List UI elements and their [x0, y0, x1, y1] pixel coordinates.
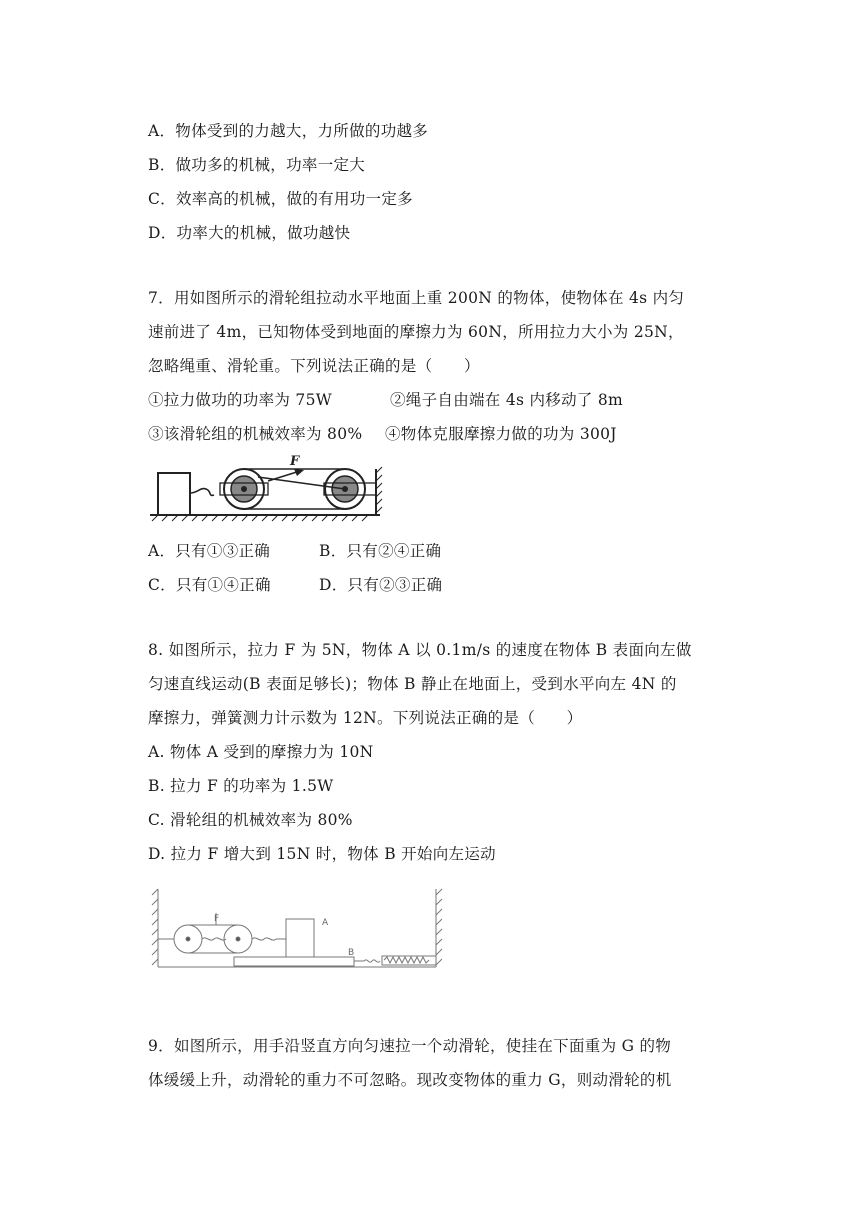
- q7-stem-line-2: 速前进了 4m，已知物体受到地面的摩擦力为 60N，所用拉力大小为 25N，: [148, 323, 684, 341]
- q7-option-a: A．只有①③正确: [148, 542, 271, 560]
- q8-option-d: D. 拉力 F 增大到 15N 时，物体 B 开始向左运动: [148, 845, 496, 863]
- q7-option-d: D．只有②③正确: [319, 576, 443, 594]
- q8-force-label: F: [214, 914, 220, 924]
- q8-option-c: C. 滑轮组的机械效率为 80%: [148, 811, 353, 829]
- q7-pulley-figure: [148, 455, 388, 525]
- q8-block-a-label: A: [322, 918, 329, 928]
- q8-pulley-figure: [150, 885, 450, 975]
- q8-option-b: B. 拉力 F 的功率为 1.5W: [148, 777, 334, 795]
- q6-option-a: A．物体受到的力越大，力所做的功越多: [148, 122, 429, 140]
- q7-stem-line-1: 7．用如图所示的滑轮组拉动水平地面上重 200N 的物体，使物体在 4s 内匀: [148, 289, 685, 307]
- q7-stem-line-3: 忽略绳重、滑轮重。下列说法正确的是（ ）: [148, 357, 480, 375]
- q7-statement-1: ①拉力做功的功率为 75W: [148, 391, 332, 409]
- q8-stem-line-1: 8. 如图所示，拉力 F 为 5N，物体 A 以 0.1m/s 的速度在物体 B 表面向左做: [148, 641, 692, 659]
- q8-block-b-label: B: [348, 948, 355, 958]
- q6-option-b: B．做功多的机械，功率一定大: [148, 156, 366, 174]
- q6-option-c: C．效率高的机械，做的有用功一定多: [148, 190, 413, 208]
- q8-stem-line-2: 匀速直线运动(B 表面足够长)；物体 B 静止在地面上，受到水平向左 4N 的: [148, 675, 677, 693]
- q6-option-d: D．功率大的机械，做功越快: [148, 224, 351, 242]
- q8-option-a: A. 物体 A 受到的摩擦力为 10N: [148, 743, 374, 761]
- q7-statement-2: ②绳子自由端在 4s 内移动了 8m: [390, 391, 624, 409]
- q7-option-b: B．只有②④正确: [319, 542, 442, 560]
- q7-statement-3: ③该滑轮组的机械效率为 80%: [148, 425, 363, 443]
- q7-statement-4: ④物体克服摩擦力做的功为 300J: [385, 425, 617, 443]
- q8-stem-line-3: 摩擦力，弹簧测力计示数为 12N。下列说法正确的是（ ）: [148, 709, 583, 727]
- q7-force-label: F: [290, 455, 300, 469]
- q7-option-c: C．只有①④正确: [148, 576, 271, 594]
- q9-stem-line-2: 体缓缓上升，动滑轮的重力不可忽略。现改变物体的重力 G，则动滑轮的机: [148, 1071, 672, 1089]
- q9-stem-line-1: 9．如图所示，用手沿竖直方向匀速拉一个动滑轮，使挂在下面重为 G 的物: [148, 1037, 672, 1055]
